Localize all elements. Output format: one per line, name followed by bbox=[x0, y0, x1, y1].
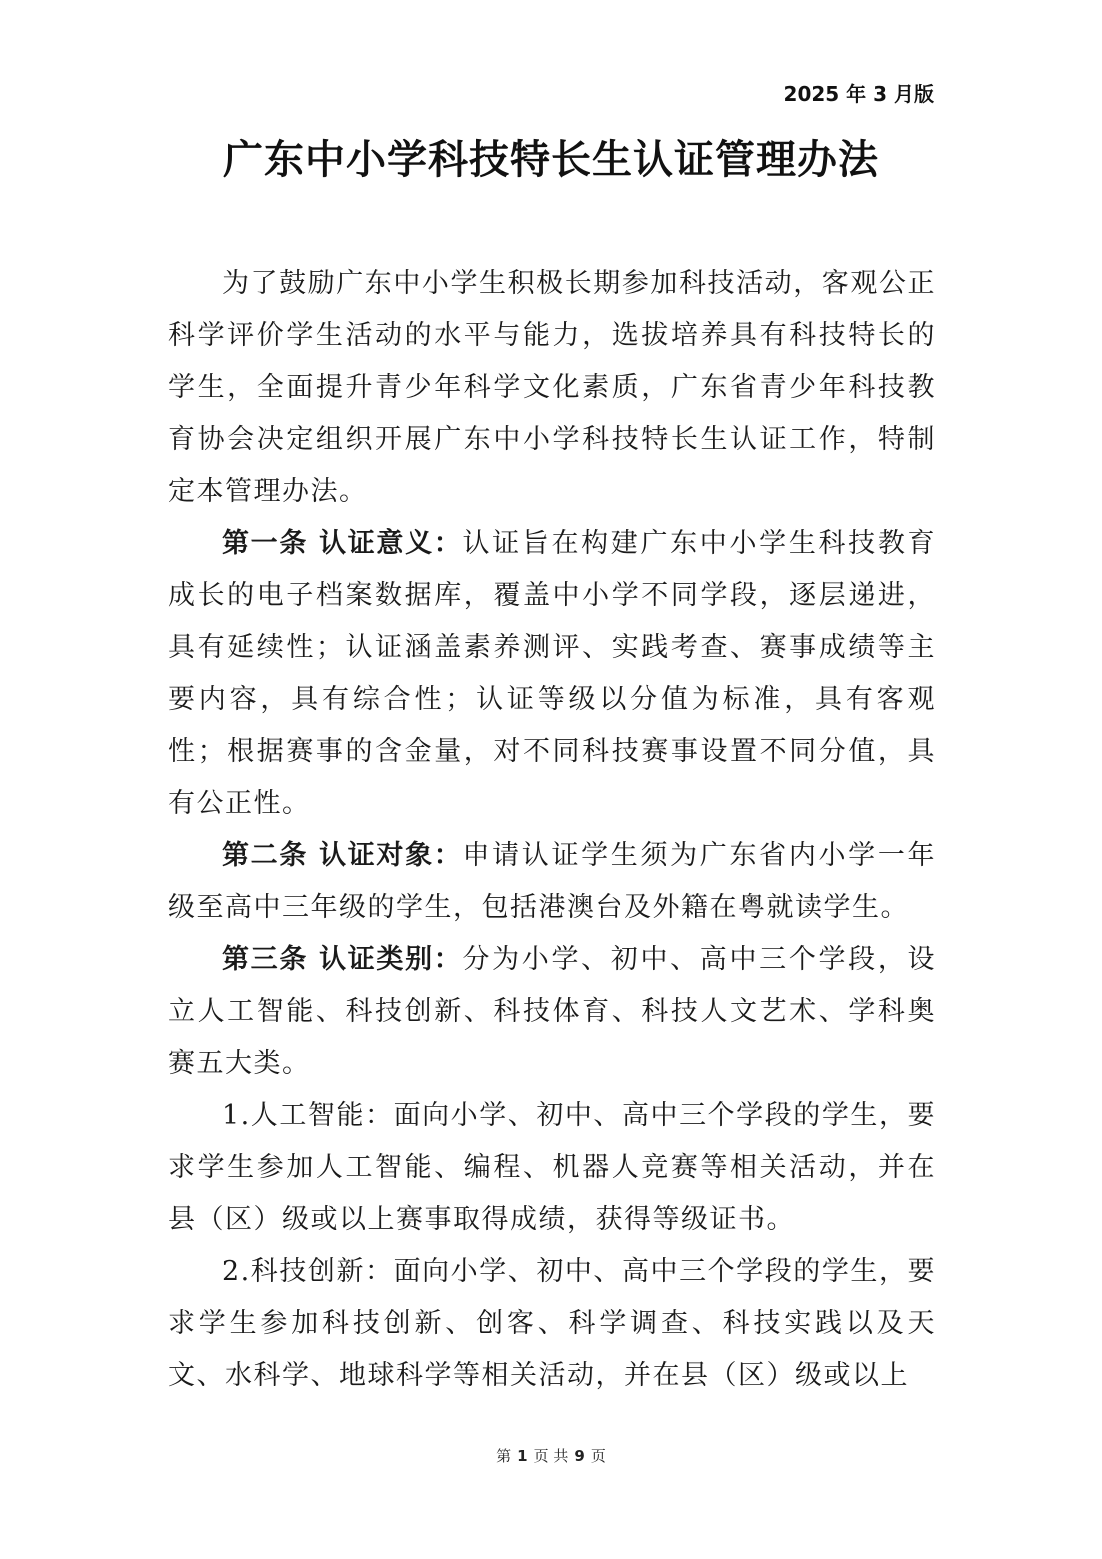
document-title: 广东中小学科技特长生认证管理办法 bbox=[223, 136, 879, 183]
document-body bbox=[168, 258, 936, 1402]
footer-suffix: 页 bbox=[590, 1447, 606, 1465]
list-item: 1.人工智能：面向小学、初中、高中三个学段的学生，要求学生参加人工智能、编程、机器人竞赛等相关活动，并在县（区）级或以上赛事取得成绩，获得等级证书。 bbox=[168, 1100, 936, 1235]
article-text: 分为小学、初中、高中三个学段，设立人工智能、科技创新、科技体育、科技人文艺术、学科奥赛五大类。 bbox=[168, 944, 936, 1079]
article-1 bbox=[168, 518, 936, 830]
article-heading: 第一条 认证意义： bbox=[222, 528, 463, 559]
article-3 bbox=[168, 934, 936, 1090]
article-2 bbox=[168, 830, 936, 934]
list-item: 2.科技创新：面向小学、初中、高中三个学段的学生，要求学生参加科技创新、创客、科学调查、科技实践以及天文、水科学、地球科学等相关活动，并在县（区）级或以上 bbox=[168, 1256, 936, 1391]
total-pages: 9 bbox=[574, 1447, 585, 1465]
version-label: 2025 年 3 月版 bbox=[783, 82, 934, 106]
article-text: 认证旨在构建广东中小学生科技教育成长的电子档案数据库，覆盖中小学不同学段，逐层递进，具有延续性；认证涵盖素养测评、实践考查、赛事成绩等主要内容，具有综合性；认证等级以分值为标准，具有客观性；根据赛事的含金量，对不同科技赛事设置不同分值，具有公正性。 bbox=[168, 528, 936, 819]
article-heading: 第三条 认证类别： bbox=[222, 944, 463, 975]
footer-middle: 页 共 bbox=[533, 1447, 569, 1465]
footer-prefix: 第 bbox=[496, 1447, 512, 1465]
page-number: 1 bbox=[517, 1447, 528, 1465]
article-text: 申请认证学生须为广东省内小学一年级至高中三年级的学生，包括港澳台及外籍在粤就读学生。 bbox=[168, 840, 936, 923]
intro-paragraph: 为了鼓励广东中小学生积极长期参加科技活动，客观公正科学评价学生活动的水平与能力，选拔培养具有科技特长的学生，全面提升青少年科学文化素质，广东省青少年科技教育协会决定组织开展广东中小学科技特长生认证工作，特制定本管理办法。 bbox=[168, 268, 936, 507]
page-footer bbox=[0, 1444, 1102, 1468]
article-heading: 第二条 认证对象： bbox=[222, 840, 463, 871]
